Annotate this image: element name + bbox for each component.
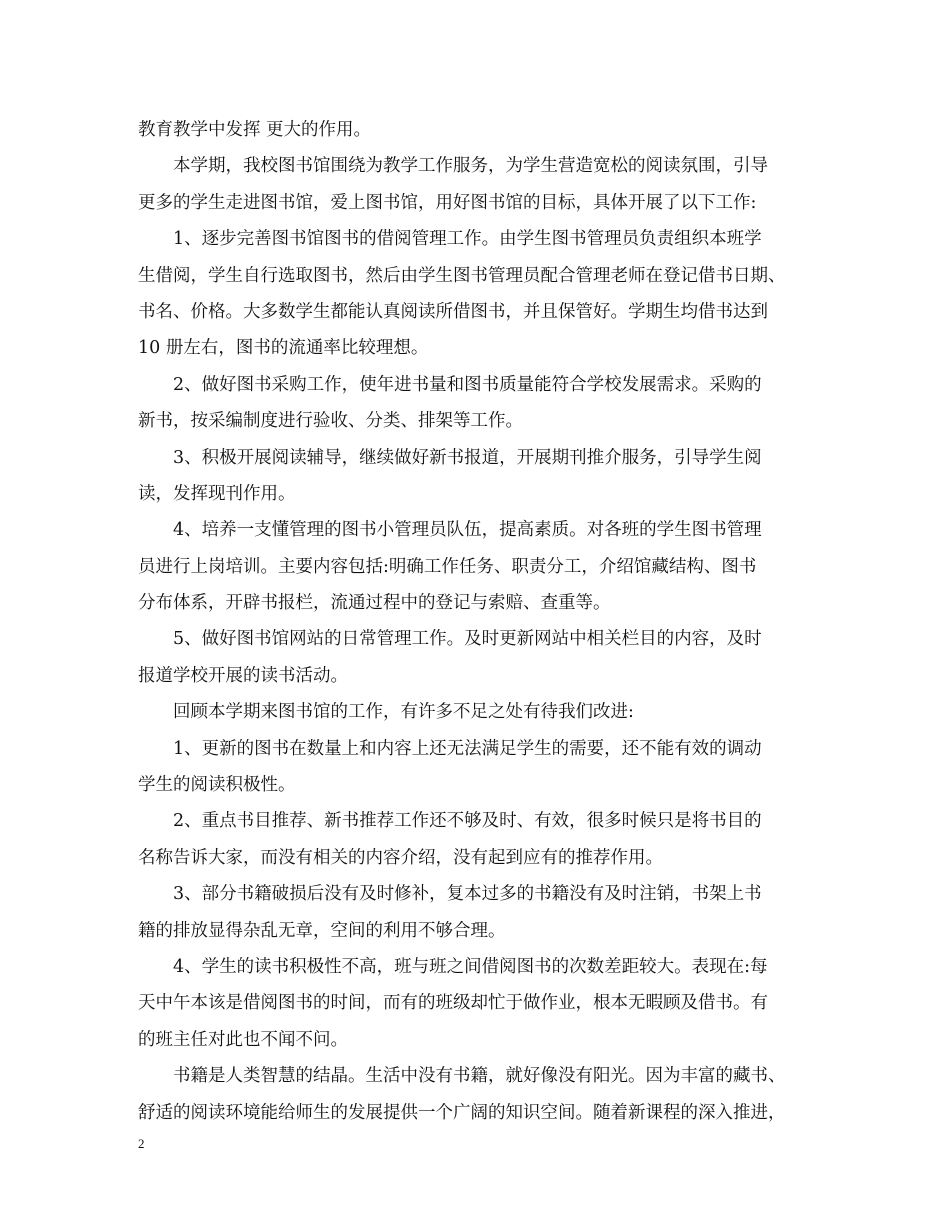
text-line: 5、做好图书馆网站的日常管理工作。及时更新网站中相关栏目的内容，及时 [173,629,762,650]
text-line: 名称告诉大家，而没有相关的内容介绍，没有起到应有的推荐作用。 [138,847,663,868]
text-line: 本学期，我校图书馆围绕为教学工作服务，为学生营造宽松的阅读氛围，引导 [173,156,768,177]
text-line: 书名、价格。大多数学生都能认真阅读所借图书，并且保管好。学期生均借书达到 [138,301,768,322]
text-line: 生借阅，学生自行选取图书，然后由学生图书管理员配合管理老师在登记借书日期、 [138,265,786,286]
text-line: 1、逐步完善图书馆图书的借阅管理工作。由学生图书管理员负责组织本班学 [173,229,762,250]
text-line: 10 册左右，图书的流通率比较理想。 [138,338,429,359]
text-line: 2、重点书目推荐、新书推荐工作还不够及时、有效，很多时候只是将书目的 [173,811,762,832]
text-line: 天中午本该是借阅图书的时间，而有的班级却忙于做作业，根本无暇顾及借书。有 [138,993,768,1014]
text-line: 员进行上岗培训。主要内容包括:明确工作任务、职责分工，介绍馆藏结构、图书 [138,556,757,577]
text-line: 分布体系，开辟书报栏，流通过程中的登记与索赔、查重等。 [138,593,611,614]
text-line: 读，发挥现刊作用。 [138,483,296,504]
text-line: 3、部分书籍破损后没有及时修补，复本过多的书籍没有及时注销，书架上书 [173,884,762,905]
text-line: 教育教学中发挥 更大的作用。 [138,120,372,140]
text-line: 新书，按采编制度进行验收、分类、排架等工作。 [138,411,523,432]
text-line: 3、积极开展阅读辅导，继续做好新书报道，开展期刊推介服务，引导学生阅 [173,447,762,468]
text-line: 回顾本学期来图书馆的工作，有许多不足之处有待我们改进: [173,702,634,723]
text-line: 4、学生的读书积极性不高，班与班之间借阅图书的次数差距较大。表现在:每 [173,956,768,977]
text-line: 书籍是人类智慧的结晶。生活中没有书籍，就好像没有阳光。因为丰富的藏书、 [173,1066,786,1087]
text-line: 2、做好图书采购工作，使年进书量和图书质量能符合学校发展需求。采购的 [173,374,762,395]
page-number: 2 [138,1136,145,1151]
text-line: 学生的阅读积极性。 [138,775,296,796]
text-line: 的班主任对此也不闻不问。 [138,1029,348,1050]
text-line: 4、培养一支懂管理的图书小管理员队伍，提高素质。对各班的学生图书管理 [173,520,762,541]
text-line: 1、更新的图书在数量上和内容上还无法满足学生的需要，还不能有效的调动 [173,738,762,759]
text-line: 籍的排放显得杂乱无章，空间的利用不够合理。 [138,920,506,941]
text-line: 报道学校开展的读书活动。 [138,665,348,686]
text-line: 更多的学生走进图书馆，爱上图书馆，用好图书馆的目标，具体开展了以下工作: [138,192,757,213]
text-line: 舒适的阅读环境能给师生的发展提供一个广阔的知识空间。随着新课程的深入推进， [138,1102,786,1123]
document-body [138,112,818,1131]
